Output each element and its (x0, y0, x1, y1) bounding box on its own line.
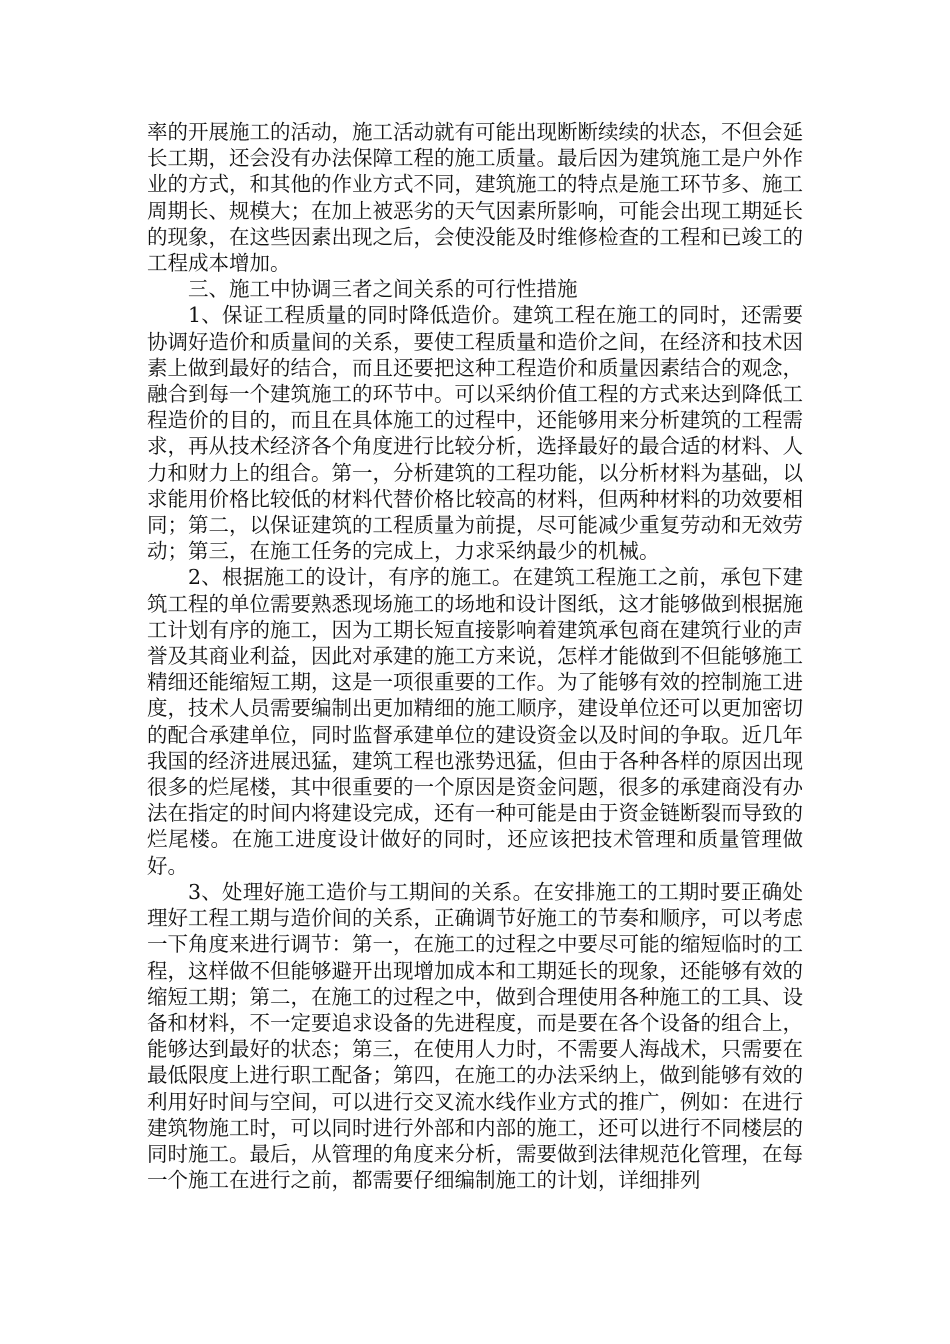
paragraph-continuation: 率的开展施工的活动，施工活动就有可能出现断断续续的状态，不但会延长工期，还会没有办法保障工程的施工质量。最后因为建筑施工是户外作业的方式，和其他的作业方式不同，建筑施工的特点是施工环节多、施工周期长、规模大；在加上被恶劣的天气因素所影响，可能会出现工期延长的现象，在这些因素出现之后，会使没能及时维修检查的工程和已竣工的工程成本增加。 (147, 120, 803, 276)
document-page (147, 119, 803, 1193)
paragraph-item-3: 3、处理好施工造价与工期间的关系。在安排施工的工期时要正确处理好工程工期与造价间的关系，正确调节好施工的节奏和顺序，可以考虑一下角度来进行调节：第一，在施工的过程之中要尽可能的缩短临时的工程，这样做不但能够避开出现增加成本和工期延长的现象，还能够有效的缩短工期；第二，在施工的过程之中，做到合理使用各种施工的工具、设备和材料，不一定要追求设备的先进程度，而是要在各个设备的组合上，能够达到最好的状态；第三，在使用人力时，不需要人海战术，只需要在最低限度上进行职工配备；第四，在施工的办法采纳上，做到能够有效的利用好时间与空间，可以进行交叉流水线作业方式的推广，例如：在进行建筑物施工时，可以同时进行外部和内部的施工，还可以进行不同楼层的同时施工。最后，从管理的角度来分析，需要做到法律规范化管理，在每一个施工在进行之前，都需要仔细编制施工的计划，详细排列 (147, 879, 803, 1193)
paragraph-item-2: 2、根据施工的设计，有序的施工。在建筑工程施工之前，承包下建筑工程的单位需要熟悉现场施工的场地和设计图纸，这才能够做到根据施工计划有序的施工，因为工期长短直接影响着建筑承包商在建筑行业的声誉及其商业利益，因此对承建的施工方来说，怎样才能做到不但能够施工精细还能缩短工期，这是一项很重要的工作。为了能够有效的控制施工进度，技术人员需要编制出更加精细的施工顺序，建设单位还可以更加密切的配合承建单位，同时监督承建单位的建设资金以及时间的争取。近几年我国的经济进展迅猛，建筑工程也涨势迅猛，但由于各种各样的原因出现很多的烂尾楼，其中很重要的一个原因是资金问题，很多的承建商没有办法在指定的时间内将建设完成，还有一种可能是由于资金链断裂而导致的烂尾楼。在施工进度设计做好的同时，还应该把技术管理和质量管理做好。 (147, 565, 803, 878)
section-heading: 三、施工中协调三者之间关系的可行性措施 (188, 277, 578, 302)
paragraph-item-1: 1、保证工程质量的同时降低造价。建筑工程在施工的同时，还需要协调好造价和质量间的关系，要使工程质量和造价之间，在经济和技术因素上做到最好的结合，而且还要把这种工程造价和质量因素结合的观念，融合到每一个建筑施工的环节中。可以采纳价值工程的方式来达到降低工程造价的目的，而且在具体施工的过程中，还能够用来分析建筑的工程需求，再从技术经济各个角度进行比较分析，选择最好的最合适的材料、人力和财力上的组合。第一，分析建筑的工程功能，以分析材料为基础，以求能用价格比较低的材料代替价格比较高的材料，但两种材料的功效要相同；第二，以保证建筑的工程质量为前提，尽可能减少重复劳动和无效劳动；第三，在施工任务的完成上，力求采纳最少的机械。 (147, 303, 803, 564)
